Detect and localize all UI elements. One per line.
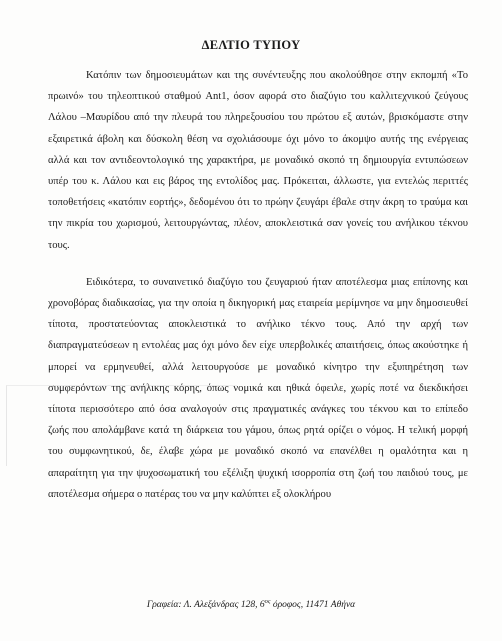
- footer-address-suffix: όροφος, 11471 Αθήνα: [270, 600, 356, 610]
- footer-address: [0, 597, 502, 610]
- paragraph-2: Ειδικότερα, το συναινετικό διαζύγιο του ζευγαριού ήταν αποτέλεσμα μιας επίπονης και χρονοβόρας διαδικασίας, για την οποία η δικηγορική μας εταιρεία μερίμνησε να μην δημοσιευθεί τίποτα, προστατεύοντας αποκλειστικά το ανήλικο τέκνο τους. Από την αρχή των διαπραγματεύσεων η εντολέας μας όχι μόνο δεν είχε υπερβολικές απαιτήσεις, όπως ακούστηκε ή μπορεί να ερμηνευθεί, αλλά λειτουργούσε με μοναδικό κίνητρο την εξυπηρέτηση των συμφερόντων της ανήλικης κόρης, όπως νομικά και ηθικά όφειλε, χωρίς ποτέ να διεκδικήσει τίποτα περισσότερο από όσα αναλογούν στις πραγματικές ανάγκες του τέκνου και το επίπεδο ζωής που απολάμβανε κατά τη διάρκεια του γάμου, όπως ρητά ορίζει ο νόμος. Η τελική μορφή του συμφωνητικού, δε, έλαβε χώρα με μοναδικό σκοπό να επανέλθει η ομαλότητα και η απαραίτητη για την ψυχοσωματική του εξέλιξη ψυχική ισορροπία στη ζωή του παιδιού τους, με αποτέλεσμα σήμερα ο πατέρας του να μην καλύπτει εξ ολοκλήρου: [48, 276, 468, 500]
- document-body: [48, 65, 468, 505]
- document-title: ΔΕΛΤΙΟ ΤΥΠΟΥ: [201, 38, 301, 52]
- footer-address-prefix: Γραφεία: Λ. Αλεξάνδρας 128, 6: [146, 600, 265, 610]
- paragraph-1: Κατόπιν των δημοσιευμάτων και της συνέντευξης που ακολούθησε στην εκπομπή «Το πρωινό» του τηλεοπτικού σταθμού Ant1, όσον αφορά στο διαζύγιο του καλλιτεχνικού ζεύγους Λάλου –Μαυρίδου από την πλευρά του πληρεξουσίου του πρώτου εξ αυτών, βρισκόμαστε στην εξαιρετικά άβολη και δύσκολη θέση να σχολιάσουμε όχι μόνο το άκομψο αυτής της ενέργειας αλλά και τον αντιδεοντολογικό της χαρακτήρα, με μοναδικό σκοπό τη δημιουργία εντυπώσεων υπέρ του κ. Λάλου και εις βάρος της εντολίδος μας. Πρόκειται, άλλωστε, για εντελώς περιττές τοποθετήσεις «κατόπιν εορτής», δεδομένου ότι το πρώην ζευγάρι έβαλε στην άκρη το τραύμα και την πικρία του χωρισμού, λειτουργώντας, πλέον, αποκλειστικά σαν γονείς του ανήλικου τέκνου τους.: [48, 70, 468, 251]
- footer-floor-superscript: ος: [264, 597, 271, 605]
